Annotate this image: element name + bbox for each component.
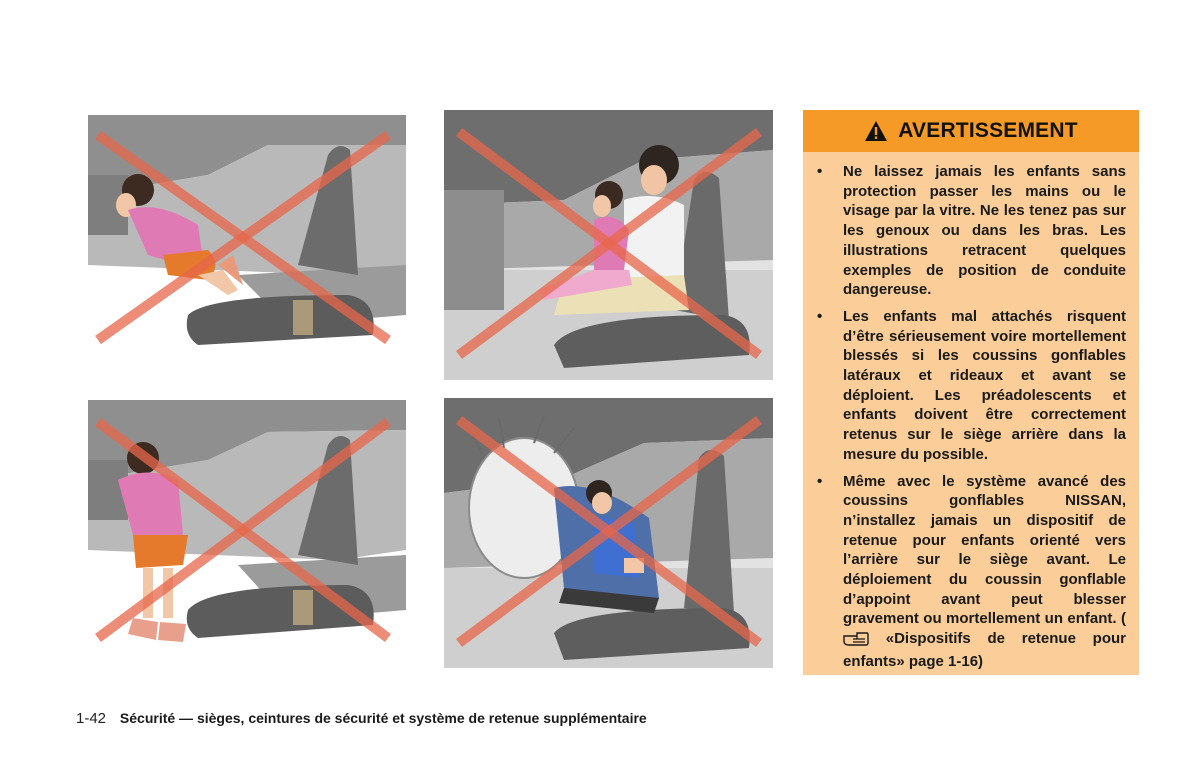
illustration-child-on-lap: [444, 110, 773, 380]
warning-item-text: Les enfants mal attachés risquent d’être sérieusement voire mortellement blessés si les coussins gonflables latéraux et rideaux et avant se déploient. Les préadolescents et enfants doivent être correctement retenus sur le siège arrière dans la mesure du possible.: [843, 307, 1126, 463]
warning-header: [803, 110, 1139, 152]
illustration-child-window: [88, 115, 406, 351]
warning-box: [803, 110, 1139, 675]
warning-triangle-icon: [864, 120, 888, 142]
illustration-child-standing: [88, 400, 406, 650]
warning-title: AVERTISSEMENT: [898, 119, 1078, 142]
bullet-icon: •: [817, 163, 823, 180]
cross-reference-link[interactable]: «Dispositifs de retenue pour enfants» page 1-16): [843, 630, 1126, 670]
warning-item-text: Ne laissez jamais les enfants sans protection passer les mains ou le visage par la vitre. Ne les tenez pas sur les genoux ou dans les bras. Les illustrations retracent quelques exemples de position de conduite dangereuse.: [843, 163, 1126, 299]
section-title: Sécurité — sièges, ceintures de sécurité et système de retenue supplémentaire: [119, 710, 647, 726]
bullet-icon: •: [817, 472, 823, 490]
illustration-rear-facing-airbag: [444, 398, 773, 668]
warning-item-text: Même avec le système avancé des coussins gonflables NISSAN, n’installez jamais un dispositif de retenue pour enfants orienté vers l’arrière sur le siège avant. Le déploiement du coussin gonflable d’appoint avant peut blesser gravement ou mortellement un enfant. (: [843, 472, 1126, 628]
bullet-icon: •: [817, 307, 823, 325]
warning-item: [817, 162, 1126, 300]
warning-item: [817, 472, 1126, 672]
page-footer: [76, 710, 647, 727]
child-leaning-out-window-no-icon: [88, 115, 406, 351]
child-on-adult-lap-no-icon: [444, 110, 773, 380]
child-standing-at-dashboard-no-icon: [88, 400, 406, 650]
page-number: 1-42: [76, 710, 107, 727]
warning-item: [817, 307, 1126, 465]
rear-facing-seat-airbag-no-icon: [444, 398, 773, 668]
hand-pointer-icon: [843, 630, 869, 652]
warning-list: [803, 152, 1139, 672]
